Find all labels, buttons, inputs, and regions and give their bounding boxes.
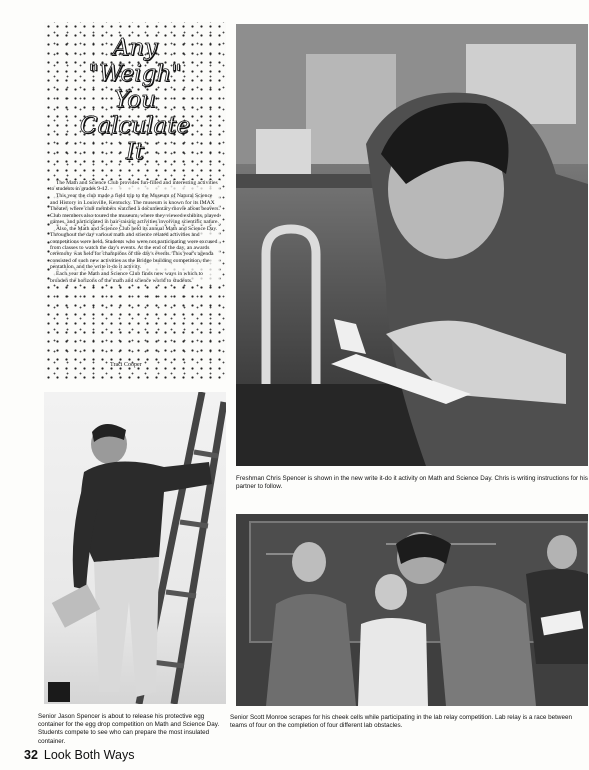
feature-title-line-1: Any (112, 35, 158, 61)
feature-title-line-5: It (125, 139, 145, 165)
page-folio (24, 748, 134, 762)
feature-title-line-3: You (114, 87, 156, 113)
feature-title-line-4: Calculate (79, 113, 191, 139)
feature-title-line-2: "Weigh" (88, 61, 182, 87)
story-paragraph: Also, the Math and Science Club held its annual Math and Science Day. Throughout the day various math and science related activities and competitions were held. Students who were not participating were excused from classes to watch the day's events. At the end of the day, an awards ceremony was held for champions of the day's events. This year's agenda consisted of such new activities as the Bridge building competition, the pentathlon, and the write it-do it activity. (50, 226, 220, 271)
photo-students-at-chalkboard (236, 514, 588, 706)
bottom-photo-caption: Senior Scott Monroe scrapes for his cheek cells while participating in the lab relay competition. Lab relay is a race between teams of four on the completion of four different lab obstacles. (230, 714, 572, 730)
story-paragraph: This year the club made a field trip to the Museum of Natural Science and History in Louisville, Kentucky. The museum is known for its IMAX Theater, where club members watched a documentary movie about beavers. Club members also toured the museum, where they viewed exhibits, played games, and participated in hair-raising activities involving scientific nature. (50, 193, 220, 225)
feature-story-body (50, 180, 220, 285)
left-photo-caption: Senior Jason Spencer is about to release his protective egg container for the egg drop competition on Math and Science Day. Students compete to see who can prepare the most insulated container. (38, 713, 220, 745)
top-photo-caption: Freshman Chris Spencer is shown in the new write it-do it activity on Math and Science Day. Chris is writing instructions for his partner to follow. (236, 475, 588, 491)
story-paragraph: Each year the Math and Science Club finds new ways in which to broaden the horizons of the math and science world to students. (50, 271, 220, 284)
photo-lab-relay (236, 514, 588, 706)
story-paragraph: The Math and Science Club provides fun-filled and interesting activities to students in grades 9-12. (50, 180, 220, 193)
section-title: Look Both Ways (43, 748, 135, 762)
photo-write-it-do-it (236, 24, 588, 466)
page-number: 32 (24, 748, 38, 762)
photo-student-on-ladder (44, 392, 226, 704)
photo-student-at-lab-bench (236, 24, 588, 466)
photo-egg-drop (44, 392, 226, 704)
story-byline: Traci Cooper (110, 362, 142, 368)
